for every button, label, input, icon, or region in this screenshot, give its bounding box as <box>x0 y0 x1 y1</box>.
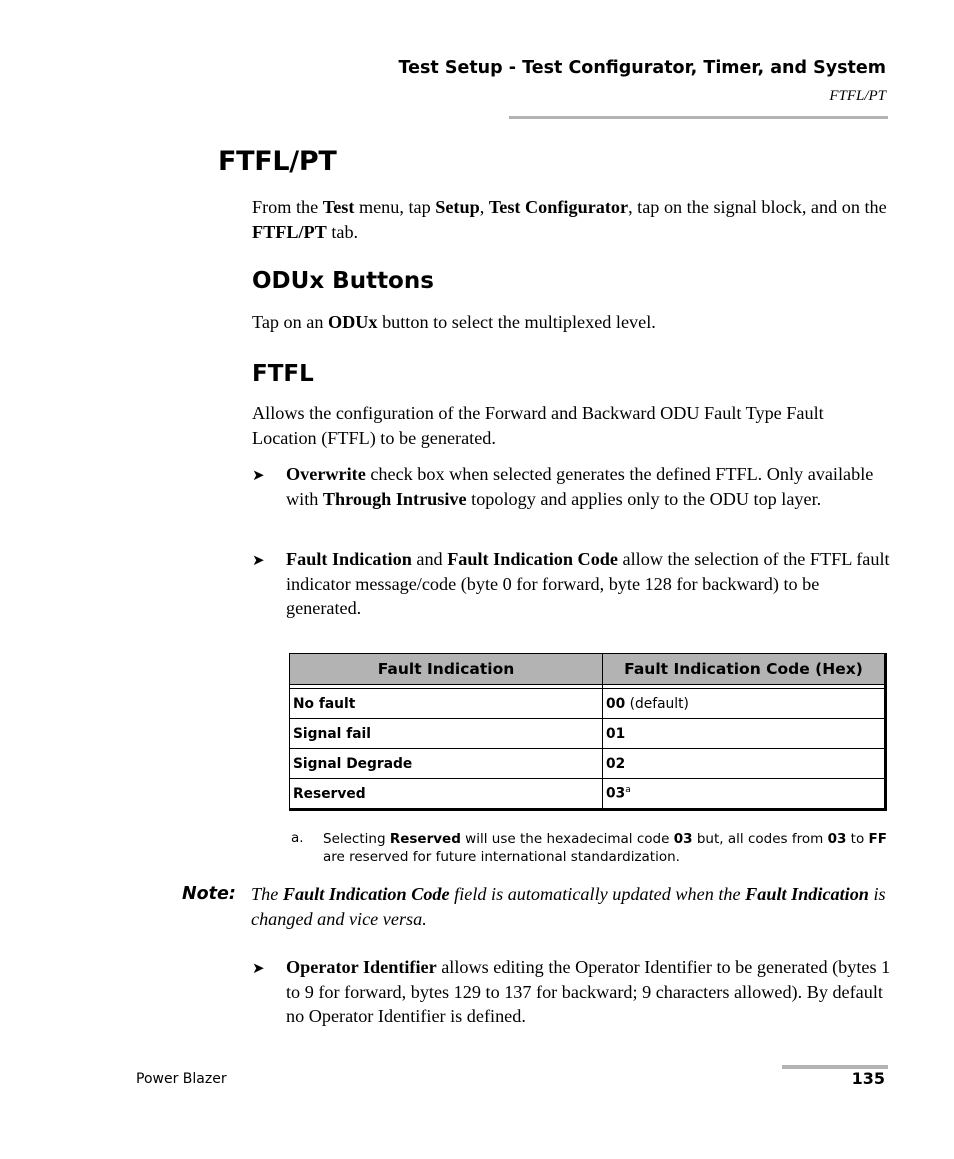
running-header-subtitle: FTFL/PT <box>829 88 886 104</box>
odux-heading: ODUx Buttons <box>252 268 434 294</box>
fault-indication-cell: Reserved <box>290 779 603 810</box>
page-number: 135 <box>851 1069 885 1088</box>
fault-indication-cell: Signal fail <box>290 719 603 749</box>
bullet-overwrite: ➤ Overwrite check box when selected generates the defined FTFL. Only available with Through Intrusive topology and applies only to the ODU top layer. <box>252 464 874 509</box>
table-row <box>290 719 886 749</box>
header-rule <box>509 116 888 119</box>
fault-indication-table <box>289 653 887 811</box>
arrow-bullet-icon: ➤ <box>252 553 265 569</box>
arrow-bullet-icon: ➤ <box>252 468 265 484</box>
bullet-fault-indication: ➤ Fault Indication and Fault Indication Code allow the selection of the FTFL fault indicator message/code (byte 0 for forward, byte 128 for backward) to be generated. <box>252 549 890 618</box>
ftfl-heading: FTFL <box>252 361 314 387</box>
table-row <box>290 779 886 810</box>
odux-paragraph: Tap on an ODUx button to select the multiplexed level. <box>252 312 656 332</box>
fault-code-cell: 00 (default) <box>603 689 886 719</box>
fault-code-cell: 03$^a$ <box>603 779 886 810</box>
intro-paragraph: From the Test menu, tap Setup, Test Configurator, tap on the signal block, and on the FTFL/PT tab. <box>252 197 887 242</box>
note-text: The Fault Indication Code field is automatically updated when the Fault Indication is changed and vice versa. <box>251 884 886 929</box>
ftfl-description: Allows the configuration of the Forward and Backward ODU Fault Type Fault Location (FTFL) to be generated. <box>252 403 824 448</box>
fault-code-cell: 02 <box>603 749 886 779</box>
note-label: Note: <box>182 884 236 904</box>
footnote-mark: a. <box>291 830 304 846</box>
footer-product-name: Power Blazer <box>136 1071 227 1087</box>
table-row <box>290 749 886 779</box>
footnote-text: Selecting Reserved will use the hexadecimal code 03 but, all codes from 03 to FF are reserved for future international standardization. <box>323 831 887 865</box>
fault-code-cell: 01 <box>603 719 886 749</box>
fault-indication-cell: No fault <box>290 689 603 719</box>
table-header-fault-indication: Fault Indication <box>290 654 603 685</box>
fault-indication-cell: Signal Degrade <box>290 749 603 779</box>
table-header-fault-code: Fault Indication Code (Hex) <box>603 654 886 685</box>
table-row <box>290 689 886 719</box>
section-title: FTFL/PT <box>218 146 337 177</box>
arrow-bullet-icon: ➤ <box>252 961 265 977</box>
running-header-title: Test Setup - Test Configurator, Timer, and System <box>398 58 886 78</box>
footnote-ref: a <box>625 785 631 796</box>
bullet-operator-identifier: ➤ Operator Identifier allows editing the Operator Identifier to be generated (bytes 1 to 9 for forward, bytes 129 to 137 for backward; 9 characters allowed). By default no Operator Identifier is defined. <box>252 957 891 1026</box>
